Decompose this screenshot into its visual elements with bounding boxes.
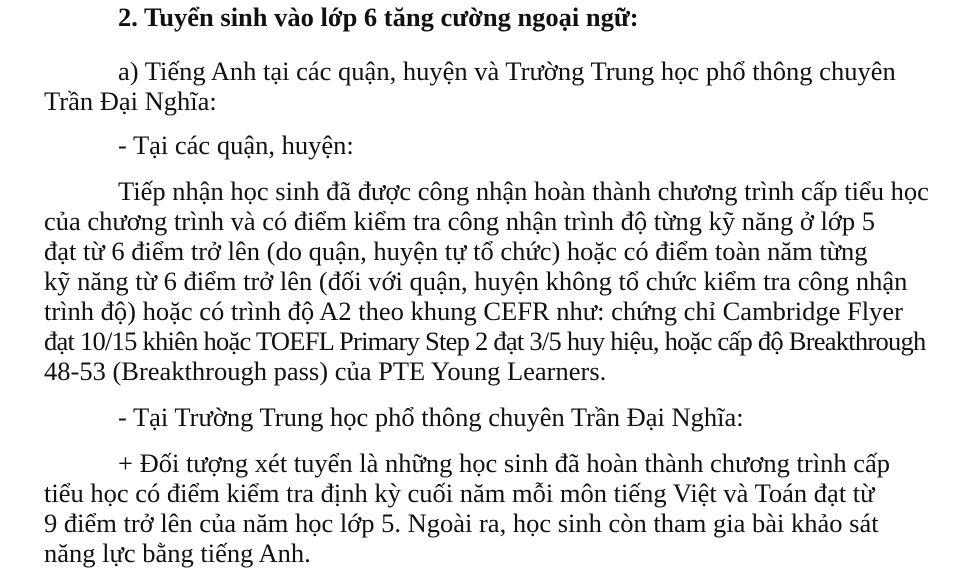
district-paragraph-line-6: đạt 10/15 khiên hoặc TOEFL Primary Step 2 đạt 3/5 huy hiệu, hoặc cấp độ Breakthrough [44, 326, 926, 356]
district-paragraph-line-7: 48-53 (Breakthrough pass) của PTE Young Learners. [44, 356, 607, 386]
school-paragraph-line-1: + Đối tượng xét tuyển là những học sinh đã hoàn thành chương trình cấp [118, 448, 890, 478]
district-heading: - Tại các quận, huyện: [118, 130, 354, 160]
district-paragraph-line-5: trình độ) hoặc có trình độ A2 theo khung CEFR như: chứng chỉ Cambridge Flyer [44, 296, 903, 326]
school-paragraph-line-2: tiểu học có điểm kiểm tra định kỳ cuối năm mỗi môn tiếng Việt và Toán đạt từ [44, 478, 875, 508]
district-paragraph-line-2: của chương trình và có điểm kiểm tra công nhận trình độ từng kỹ năng ở lớp 5 [44, 206, 875, 236]
section-a-line-2: Trần Đại Nghĩa: [44, 86, 217, 116]
district-paragraph-line-3: đạt từ 6 điểm trở lên (do quận, huyện tự tổ chức) hoặc có điểm toàn năm từng [44, 236, 868, 266]
school-heading: - Tại Trường Trung học phổ thông chuyên Trần Đại Nghĩa: [118, 402, 744, 432]
section-heading: 2. Tuyển sinh vào lớp 6 tăng cường ngoại ngữ: [118, 2, 639, 32]
school-paragraph-line-4: năng lực bằng tiếng Anh. [44, 538, 311, 568]
section-a-line-1: a) Tiếng Anh tại các quận, huyện và Trường Trung học phổ thông chuyên [118, 56, 896, 86]
district-paragraph-line-4: kỹ năng từ 6 điểm trở lên (đối với quận, huyện không tổ chức kiểm tra công nhận [44, 266, 908, 296]
district-paragraph-line-1: Tiếp nhận học sinh đã được công nhận hoàn thành chương trình cấp tiểu học [118, 176, 929, 206]
school-paragraph-line-3: 9 điểm trở lên của năm học lớp 5. Ngoài ra, học sinh còn tham gia bài khảo sát [44, 508, 879, 538]
